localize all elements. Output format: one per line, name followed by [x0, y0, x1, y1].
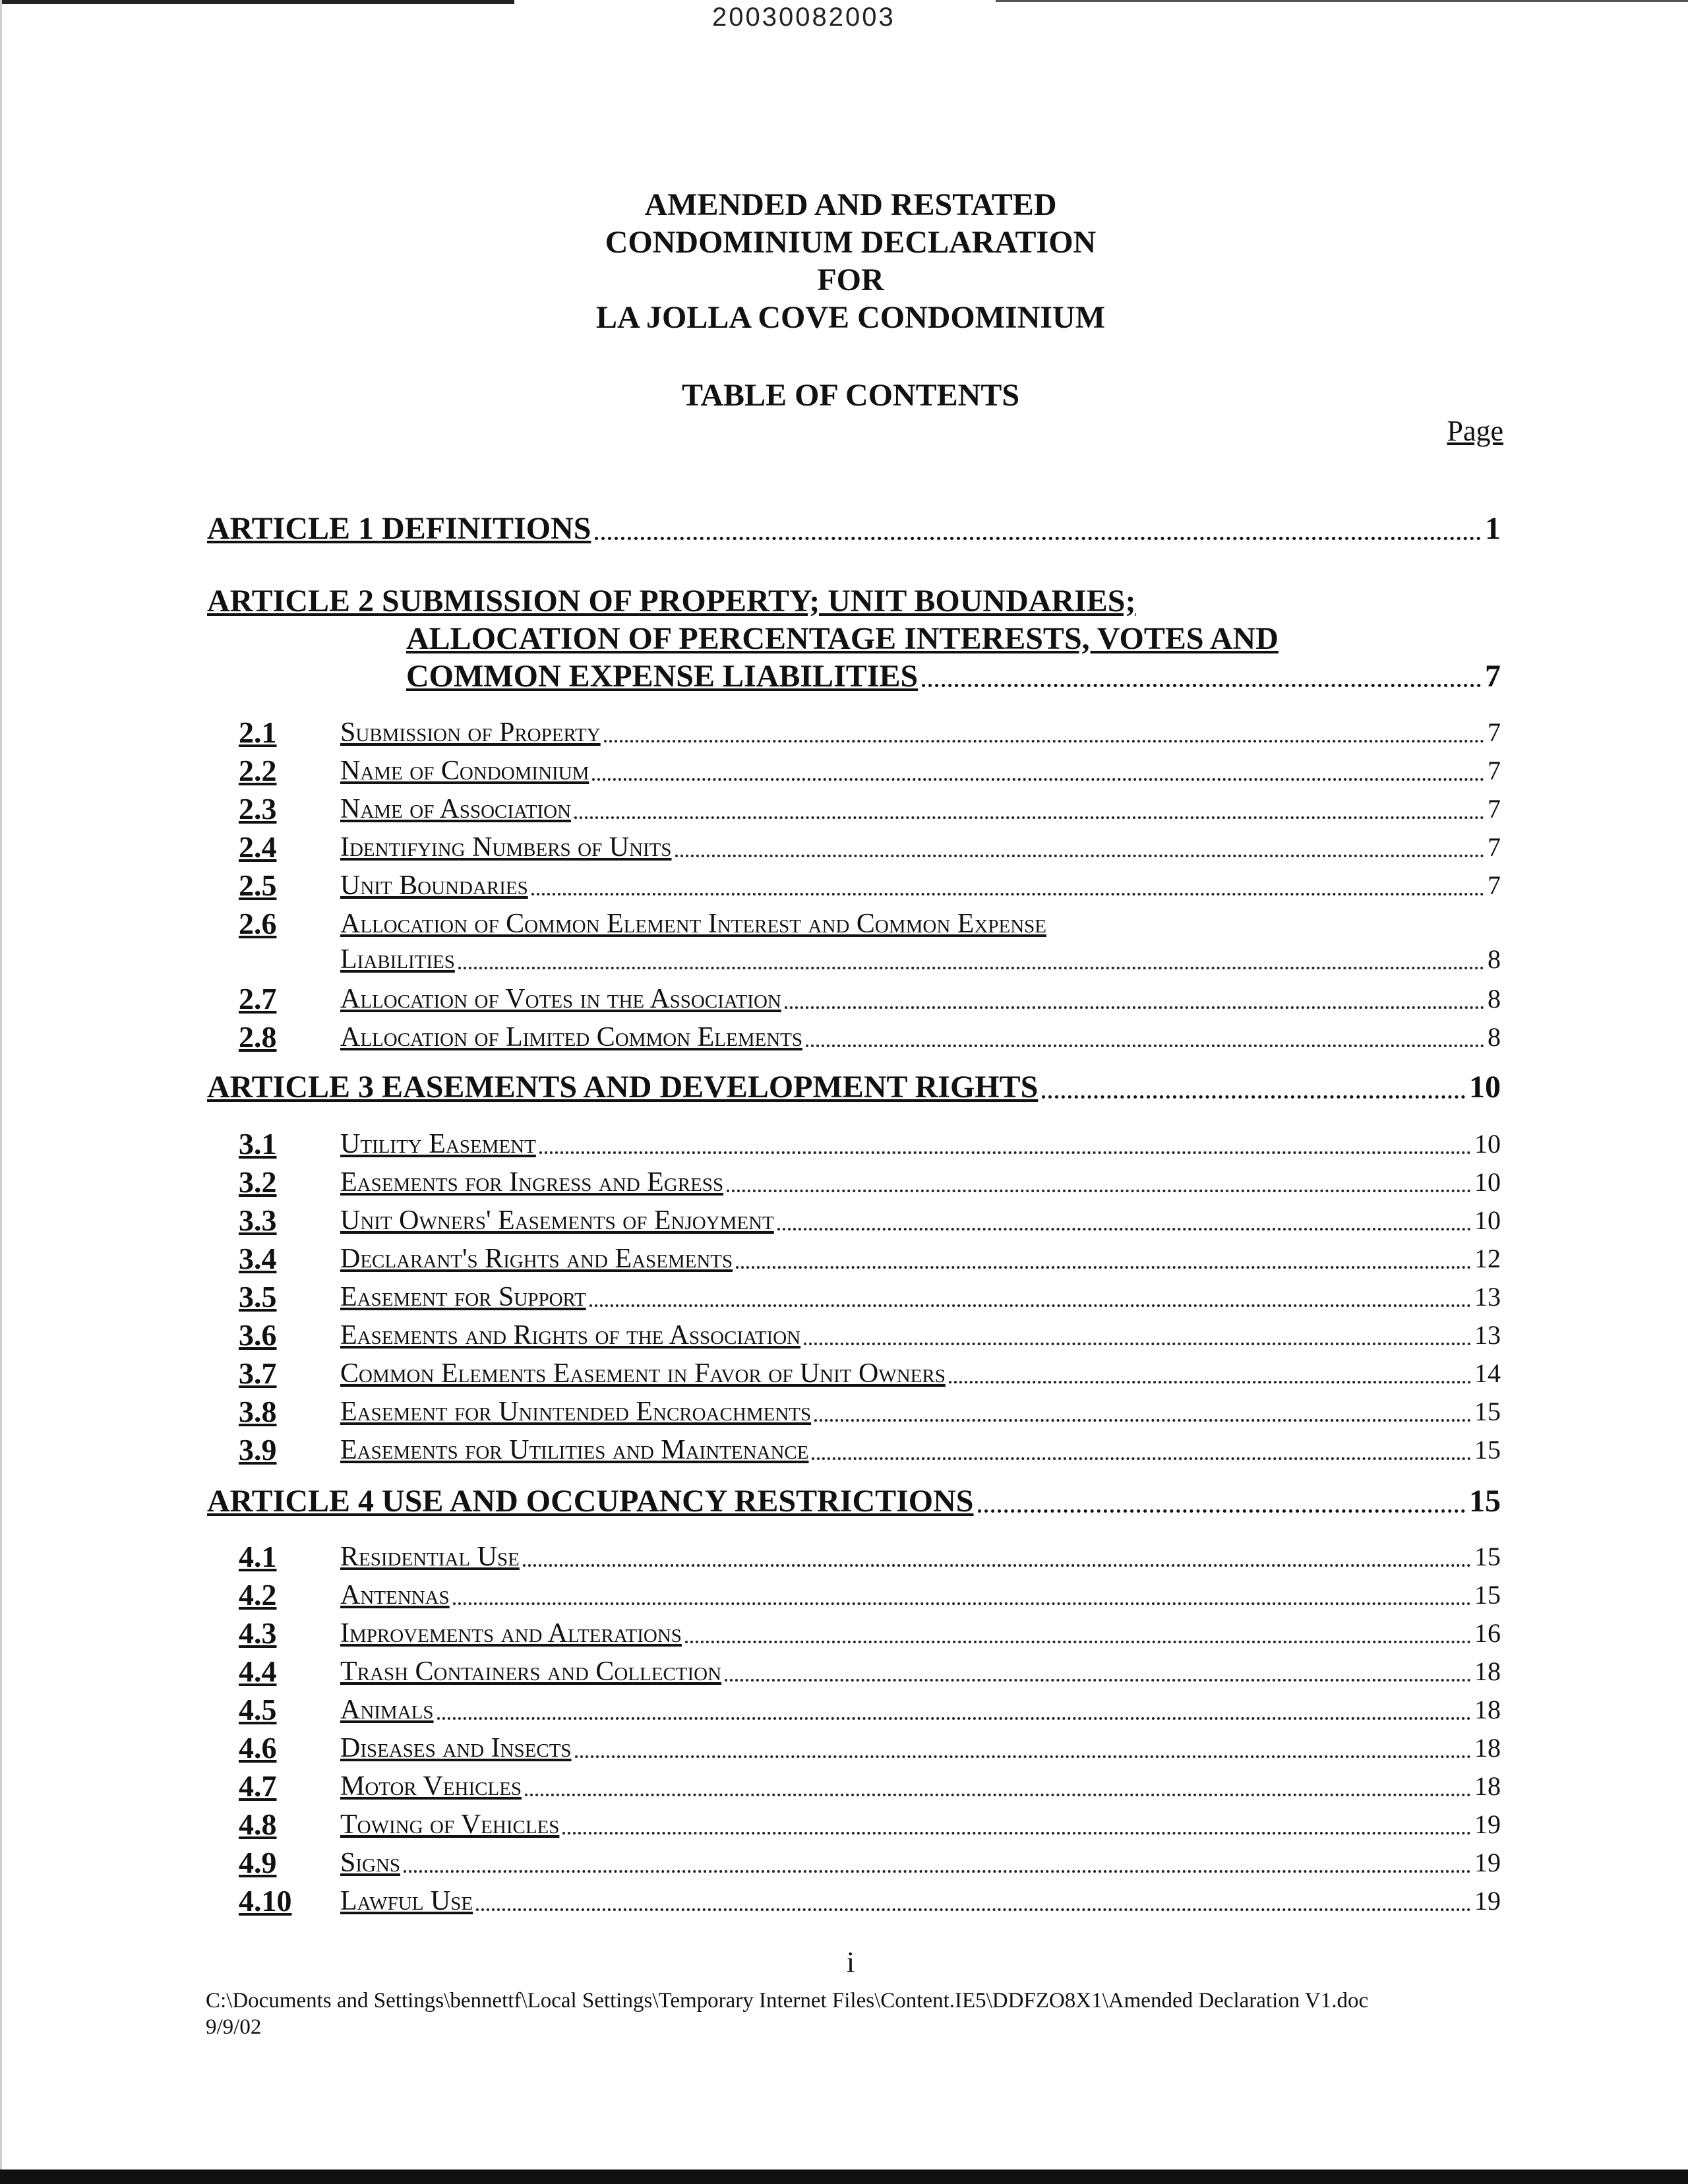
toc-article-1: [207, 510, 1501, 548]
toc-section: [239, 1883, 1501, 1919]
section-number: 3.7: [239, 1356, 277, 1390]
section-number: 2.6: [239, 907, 277, 940]
section-page: 18: [1474, 1771, 1501, 1801]
toc-section: [239, 981, 1501, 1017]
section-page: 7: [1488, 717, 1501, 747]
dot-leader: [531, 893, 1484, 895]
toc-section: [239, 753, 1501, 789]
section-number: 4.7: [239, 1769, 277, 1803]
section-title: Easements for Ingress and Egress: [340, 1167, 724, 1198]
section-title: Motor Vehicles: [340, 1771, 522, 1802]
section-number: 4.8: [239, 1807, 277, 1841]
scan-edge-top-right: [996, 0, 1688, 2]
article-label-line-3: COMMON EXPENSE LIABILITIES: [406, 659, 919, 694]
section-page: 19: [1474, 1848, 1501, 1877]
toc-section: [239, 906, 1501, 977]
section-number: 4.6: [239, 1731, 277, 1765]
section-number: 2.8: [239, 1020, 277, 1054]
dot-leader: [814, 1419, 1471, 1422]
dot-leader: [404, 1870, 1471, 1873]
section-title: Lawful Use: [340, 1886, 473, 1916]
section-title: Easements for Utilities and Maintenance: [340, 1435, 809, 1465]
section-page: 16: [1474, 1618, 1501, 1648]
section-number: 4.4: [239, 1654, 277, 1688]
footer-date: 9/9/02: [206, 2015, 262, 2039]
section-title: Name of Condominium: [340, 756, 589, 786]
section-page: 14: [1474, 1358, 1501, 1388]
article-page: 1: [1485, 511, 1501, 546]
section-title: Allocation of Votes in the Association: [340, 984, 781, 1014]
section-page: 19: [1474, 1809, 1501, 1839]
dot-leader: [675, 855, 1484, 857]
toc-article-3: [207, 1068, 1501, 1107]
toc-section: [239, 791, 1501, 827]
section-number: 4.2: [239, 1578, 277, 1612]
dot-leader: [785, 1006, 1484, 1009]
page-number: i: [846, 1946, 855, 1978]
section-page: 15: [1474, 1435, 1501, 1465]
section-number: 3.3: [239, 1203, 277, 1237]
toc-section: [239, 868, 1501, 903]
section-title: Towing of Vehicles: [340, 1809, 560, 1840]
toc-section: [239, 1616, 1501, 1651]
section-page: 19: [1474, 1886, 1501, 1916]
section-title: Residential Use: [340, 1542, 520, 1572]
section-page: 7: [1488, 832, 1501, 862]
section-number: 3.5: [239, 1280, 277, 1314]
article-label: ARTICLE 3 EASEMENTS AND DEVELOPMENT RIGHTS: [207, 1070, 1039, 1105]
section-page: 10: [1474, 1129, 1501, 1159]
section-number: 3.2: [239, 1165, 277, 1199]
toc-section: [239, 1692, 1501, 1728]
section-row-1: [239, 906, 1501, 942]
article-label-line-2: ALLOCATION OF PERCENTAGE INTERESTS, VOTES AND: [406, 621, 1279, 656]
toc-section: [239, 830, 1501, 865]
dot-leader: [476, 1908, 1471, 1911]
article-page: 10: [1469, 1070, 1501, 1105]
dot-leader: [592, 778, 1484, 781]
article-label: ARTICLE 4 USE AND OCCUPANCY RESTRICTIONS: [207, 1484, 974, 1519]
article-label: ARTICLE 1 DEFINITIONS: [207, 511, 591, 546]
section-number: 3.1: [239, 1127, 277, 1161]
scan-edge-left: [0, 0, 2, 2184]
dot-leader: [777, 1228, 1471, 1230]
dot-leader: [575, 1755, 1471, 1758]
scan-edge-top: [0, 0, 514, 4]
toc-section: [239, 1356, 1501, 1391]
section-page: 7: [1488, 794, 1501, 824]
section-page: 13: [1474, 1320, 1501, 1350]
title-line-3: FOR: [817, 262, 884, 297]
section-page: 15: [1474, 1580, 1501, 1610]
dot-leader: [437, 1717, 1471, 1720]
dot-leader: [595, 537, 1481, 540]
section-page: 18: [1474, 1656, 1501, 1686]
section-number: 4.1: [239, 1540, 277, 1573]
section-title-line-2: Liabilities: [340, 944, 455, 975]
section-title: Declarant's Rights and Easements: [340, 1244, 733, 1274]
section-number: 2.4: [239, 830, 277, 864]
toc-heading: TABLE OF CONTENTS: [681, 378, 1020, 413]
section-page: 13: [1474, 1282, 1501, 1312]
dot-leader: [523, 1564, 1471, 1567]
dot-leader: [589, 1304, 1471, 1307]
article-page: 7: [1485, 659, 1501, 694]
dot-leader: [978, 1509, 1466, 1513]
section-title: Submission of Property: [340, 717, 601, 748]
dot-leader: [604, 740, 1484, 743]
section-title: Easements and Rights of the Association: [340, 1320, 801, 1350]
toc-section: [239, 1279, 1501, 1315]
section-page: 12: [1474, 1244, 1501, 1273]
section-title: Trash Containers and Collection: [340, 1656, 722, 1687]
section-row-2: [340, 942, 1501, 977]
dot-leader: [812, 1457, 1471, 1460]
section-title: Common Elements Easement in Favor of Unit Owners: [340, 1358, 946, 1389]
toc-section: [239, 1577, 1501, 1613]
section-title-line-1: Allocation of Common Element Interest and Common Expense: [340, 909, 1046, 939]
title-line-2: CONDOMINIUM DECLARATION: [605, 225, 1097, 260]
dot-leader: [922, 684, 1481, 687]
dot-leader: [804, 1343, 1471, 1345]
section-title: Easement for Unintended Encroachments: [340, 1397, 812, 1427]
section-number: 2.3: [239, 792, 277, 826]
section-title: Allocation of Limited Common Elements: [340, 1022, 803, 1052]
section-number: 3.6: [239, 1318, 277, 1352]
section-title: Easement for Support: [340, 1282, 586, 1312]
section-title: Identifying Numbers of Units: [340, 832, 672, 863]
section-title: Name of Association: [340, 794, 572, 824]
title-line-1: AMENDED AND RESTATED: [644, 187, 1057, 222]
toc-section: [239, 1203, 1501, 1238]
section-title: Utility Easement: [340, 1129, 536, 1159]
dot-leader: [685, 1641, 1471, 1643]
dot-leader: [574, 816, 1484, 819]
article-page: 15: [1469, 1484, 1501, 1519]
scan-edge-bottom: [0, 2169, 1688, 2184]
dot-leader: [453, 1602, 1471, 1605]
section-number: 4.10: [239, 1884, 292, 1918]
toc-section: [239, 1019, 1501, 1055]
section-number: 4.3: [239, 1616, 277, 1650]
toc-section: [239, 715, 1501, 750]
section-page: 18: [1474, 1695, 1501, 1724]
dot-leader: [949, 1381, 1471, 1383]
toc-section: [239, 1432, 1501, 1468]
section-title: Diseases and Insects: [340, 1733, 572, 1763]
section-page: 8: [1488, 984, 1501, 1014]
dot-leader: [539, 1151, 1471, 1154]
toc-section: [239, 1241, 1501, 1277]
dot-leader: [806, 1045, 1484, 1047]
page-column-label: Page: [1447, 415, 1503, 447]
article-label-line-1: ARTICLE 2 SUBMISSION OF PROPERTY; UNIT BOUNDARIES;: [207, 584, 1136, 619]
section-title: Animals: [340, 1695, 434, 1725]
toc-section: [239, 1318, 1501, 1353]
document-number: 20030082003: [712, 3, 895, 32]
toc-section: [239, 1126, 1501, 1162]
section-page: 7: [1488, 870, 1501, 900]
toc-article-4: [207, 1482, 1501, 1521]
document-title: [462, 186, 1240, 336]
section-title: Antennas: [340, 1580, 450, 1610]
title-line-4: LA JOLLA COVE CONDOMINIUM: [595, 300, 1106, 335]
dot-leader: [562, 1832, 1471, 1835]
section-page: 10: [1474, 1205, 1501, 1235]
toc-section: [239, 1654, 1501, 1689]
section-number: 2.7: [239, 982, 277, 1016]
section-page: 10: [1474, 1167, 1501, 1197]
dot-leader: [525, 1794, 1471, 1796]
toc-section: [239, 1539, 1501, 1575]
toc-section: [239, 1769, 1501, 1804]
toc-section: [239, 1394, 1501, 1430]
section-page: 8: [1488, 1022, 1501, 1052]
section-page: 7: [1488, 756, 1501, 785]
dot-leader: [725, 1679, 1471, 1682]
dot-leader: [458, 967, 1484, 969]
section-number: 3.4: [239, 1242, 277, 1275]
section-title: Signs: [340, 1848, 401, 1878]
toc-article-2: [207, 582, 1501, 695]
section-title: Unit Owners' Easements of Enjoyment: [340, 1205, 774, 1236]
section-number: 2.1: [239, 715, 277, 749]
section-title: Unit Boundaries: [340, 870, 528, 901]
section-number: 4.9: [239, 1846, 277, 1879]
toc-section: [239, 1730, 1501, 1766]
section-page: 15: [1474, 1397, 1501, 1426]
toc-section: [239, 1807, 1501, 1842]
dot-leader: [1042, 1095, 1465, 1099]
footer-file-path: C:\Documents and Settings\bennettf\Local Settings\Temporary Internet Files\Content.IE5\DDFZO8X1\Amended Declaration V1.doc: [206, 1989, 1369, 2013]
dot-leader: [736, 1266, 1471, 1269]
section-number: 2.5: [239, 868, 277, 902]
section-page: 18: [1474, 1733, 1501, 1763]
section-page: 8: [1488, 944, 1501, 974]
section-number: 4.5: [239, 1693, 277, 1726]
section-title: Improvements and Alterations: [340, 1618, 682, 1649]
toc-section: [239, 1845, 1501, 1881]
dot-leader: [727, 1190, 1471, 1192]
section-number: 3.9: [239, 1433, 277, 1467]
section-number: 3.8: [239, 1395, 277, 1428]
section-page: 15: [1474, 1542, 1501, 1571]
section-number: 2.2: [239, 754, 277, 787]
toc-section: [239, 1165, 1501, 1200]
article-label-line-3-row: [406, 657, 1501, 695]
